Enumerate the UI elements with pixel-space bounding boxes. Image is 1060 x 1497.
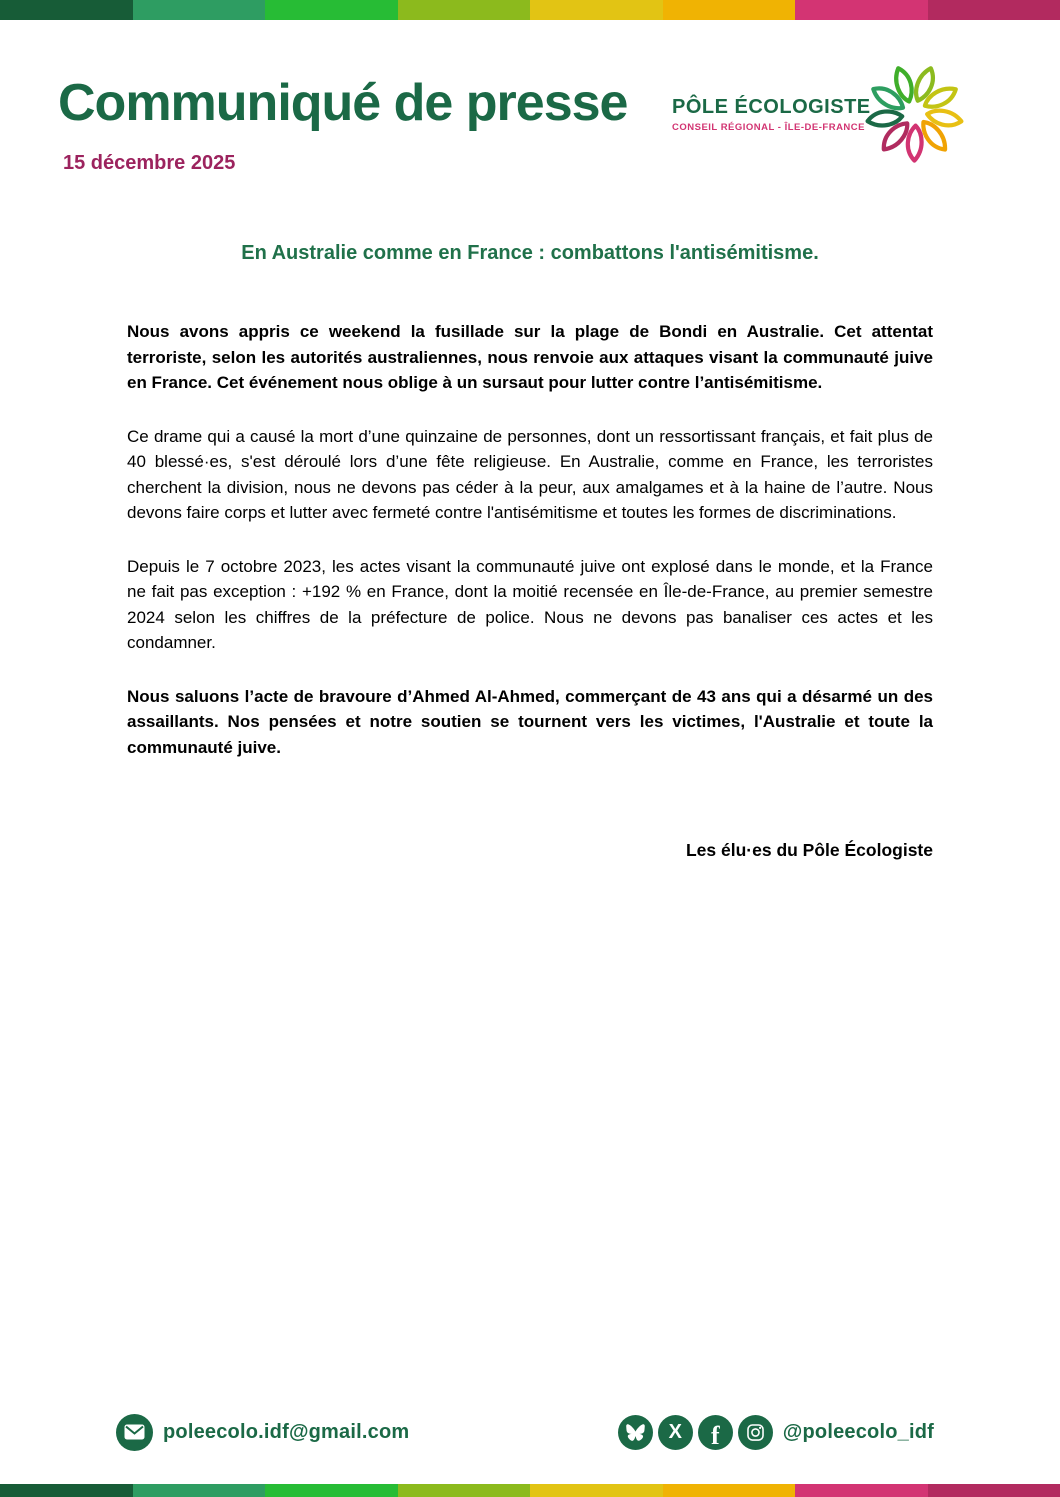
logo-subtitle: CONSEIL RÉGIONAL - ÎLE-DE-FRANCE (672, 122, 865, 133)
stripe-segment (928, 0, 1060, 20)
stripe-segment (663, 0, 796, 20)
flower-petal (890, 66, 917, 103)
logo-name: PÔLE ÉCOLOGISTE (672, 96, 871, 118)
stripe-segment (928, 1484, 1060, 1497)
bottom-color-stripe (0, 1484, 1060, 1497)
body-paragraph: Ce drame qui a causé la mort d’une quinzaine de personnes, dont un ressortissant français, et fait plus de 40 blessé·es, s'est déroulé lors d’une fête religieuse. En Australie, comme en France, les terroristes cherchent la division, nous ne devons pas céder à la peur, aux amalgames et à la haine de l’autre. Nous devons faire corps et lutter avec fermeté contre l'antisémitisme et toutes les formes de discriminations. (127, 426, 933, 522)
stripe-segment (265, 0, 398, 20)
body-paragraph: Nous avons appris ce weekend la fusillade sur la plage de Bondi en Australie. Cet attentat terroriste, selon les autorités australiennes, nous renvoie aux attaques visant la communauté juive en France. Cet événement nous oblige à un sursaut pour lutter contre l’antisémitisme. (127, 322, 933, 392)
social-links (618, 1415, 934, 1450)
butterfly-icon[interactable] (618, 1415, 653, 1450)
flower-petal (906, 125, 923, 161)
x-icon[interactable]: X (658, 1415, 693, 1450)
page-title: Communiqué de presse (58, 74, 628, 132)
logo (672, 96, 871, 133)
flower-logo-icon (862, 58, 967, 168)
body-text (127, 319, 933, 788)
stripe-segment (133, 0, 266, 20)
stripe-segment (133, 1484, 266, 1497)
instagram-icon[interactable] (738, 1415, 773, 1450)
headline: En Australie comme en France : combattons l'antisémitisme. (241, 242, 819, 264)
social-icons (618, 1415, 773, 1450)
flower-petal (913, 66, 936, 103)
stripe-segment (530, 0, 663, 20)
stripe-segment (795, 0, 928, 20)
stripe-segment (0, 0, 133, 20)
envelope-icon (116, 1414, 153, 1451)
body-paragraph: Nous saluons l’acte de bravoure d’Ahmed Al-Ahmed, commerçant de 43 ans qui a désarmé un des assaillants. Nos pensées et notre soutien se tournent vers les victimes, l'Australie et toute la communauté juive. (127, 686, 933, 757)
social-handle[interactable]: @poleecolo_idf (782, 1420, 934, 1443)
stripe-segment (265, 1484, 398, 1497)
top-color-stripe (0, 0, 1060, 20)
stripe-segment (795, 1484, 928, 1497)
stripe-segment (0, 1484, 133, 1497)
stripe-segment (663, 1484, 796, 1497)
signature: Les élu·es du Pôle Écologiste (685, 840, 933, 860)
facebook-icon[interactable]: f (698, 1415, 733, 1450)
email-contact (116, 1414, 409, 1451)
body-paragraph: Depuis le 7 octobre 2023, les actes visant la communauté juive ont explosé dans le monde, et la France ne fait pas exception : +192 % en France, dont la moitié recensée en Île-de-France, au premier semestre 2024 selon les chiffres de la préfecture de police. Nous ne devons pas banaliser ces actes et les condamner. (127, 556, 933, 652)
date-label: 15 décembre 2025 (63, 152, 236, 174)
footer (116, 1410, 934, 1454)
stripe-segment (398, 1484, 531, 1497)
stripe-segment (530, 1484, 663, 1497)
email-address[interactable]: poleecolo.idf@gmail.com (163, 1420, 410, 1443)
stripe-segment (398, 0, 531, 20)
